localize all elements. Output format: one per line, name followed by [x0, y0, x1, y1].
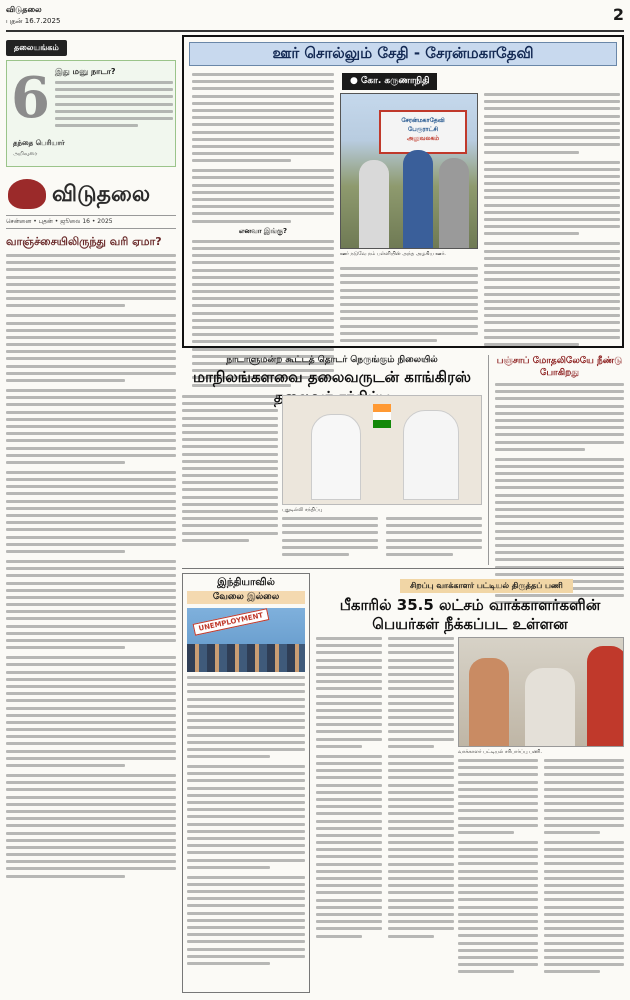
unemployment-sign: UNEMPLOYMENT	[193, 608, 270, 635]
photo-person	[403, 410, 459, 500]
photo-person	[525, 668, 575, 747]
congress-column-2	[282, 517, 378, 560]
congress-photo	[282, 395, 482, 505]
photo-person	[359, 160, 389, 248]
town-sign	[379, 110, 467, 154]
congress-column-1	[182, 395, 278, 546]
feature-column-1	[192, 73, 334, 391]
right-column	[182, 35, 624, 995]
india-flag-icon	[373, 404, 391, 428]
masthead-date: புதன் 16.7.2025	[6, 17, 61, 25]
feature-byline: ● கோ. கருணாநிதி	[342, 73, 437, 90]
quote-text-lines	[55, 81, 173, 131]
section-divider	[182, 568, 624, 569]
punjab-article	[488, 355, 624, 565]
congress-kicker: நாடாளுமன்ற கூட்டத் தொடர் நெருங்கும் நிலையில்	[226, 355, 438, 365]
quote-signature: தந்தை பெரியார்	[13, 139, 65, 147]
brand-meta: சென்னை • புதன் • ஜூலை 16 • 2025	[6, 215, 176, 229]
congress-column-3	[386, 517, 482, 560]
brand-block	[6, 175, 176, 213]
feature-subhead: எனவா இங்கு?	[238, 226, 288, 235]
page-number: 2	[612, 5, 624, 24]
punjab-body	[495, 383, 624, 604]
editorial-title: வாஞ்ச்சையிலிருந்து வரி ஏமா?	[6, 235, 162, 248]
brand-name: விடுதலை	[52, 181, 151, 207]
quote-question: இது மனு நாடா?	[55, 67, 116, 76]
bihar-photo	[458, 637, 624, 747]
masthead-paper-name: விடுதலை	[6, 5, 42, 14]
bihar-column-2	[388, 637, 454, 942]
bihar-kicker: சிறப்பு வாக்காளர் பட்டியல் திருத்தப் பணி	[400, 579, 573, 593]
punjab-headline: பஞ்சாப் மோதலிலேயே நீண்டு போகிறது	[496, 356, 623, 378]
unemployment-headline-1: இந்தியாவில்	[217, 577, 275, 588]
bihar-column-1	[316, 637, 382, 942]
sign-line-2: பேரூராட்சி	[407, 126, 439, 133]
photo-person	[469, 658, 509, 747]
feature-column-2	[340, 267, 478, 346]
sign-line-1: சேரன்மகாதேவி	[401, 117, 445, 124]
congress-headline: மாநிலங்களவை தலைவருடன் காங்கிரஸ்	[193, 368, 471, 386]
feature-column-3	[484, 93, 620, 350]
feature-headline: ஊர் சொல்லும் சேதி - சேரன்மகாதேவி	[272, 44, 534, 62]
feature-article	[182, 35, 624, 348]
big-numeral: 6	[11, 65, 50, 131]
crowd-graphic	[187, 644, 305, 672]
congress-photo-caption: புதுடில்லி சந்திப்பு	[282, 507, 323, 513]
bihar-column-3	[458, 759, 538, 977]
feature-banner	[189, 42, 617, 66]
left-column	[6, 35, 176, 995]
byline-name: கோ. கருணாநிதி	[361, 76, 430, 86]
bihar-article	[316, 573, 624, 993]
portrait-logo-icon	[8, 179, 46, 209]
unemployment-photo	[187, 608, 305, 672]
quote-signature-sub: அறிவுரை	[13, 151, 38, 157]
editorial-body	[6, 254, 176, 878]
photo-person	[439, 158, 469, 248]
editorial-kicker: தலையங்கம்	[6, 40, 67, 56]
photo-person	[311, 414, 361, 500]
bihar-headline: பீகாரில் 35.5 லட்சம் வாக்காளர்களின் பெயர்கள் நீக்கப்பட உள்ளன	[339, 596, 601, 633]
sign-line-3: அலுவலகம்	[406, 135, 440, 142]
feature-photo	[340, 93, 478, 249]
masthead	[6, 5, 624, 31]
bihar-photo-caption: வாக்காளர் பட்டியல் சரிபார்ப்பு பணி.	[458, 749, 542, 755]
masthead-rule	[6, 30, 624, 32]
feature-photo-caption: ஊர் நடுவே நம் பள்ளியின் அந்த அழகிய ஊர்.	[340, 251, 446, 257]
quote-box	[6, 60, 176, 167]
bihar-column-4	[544, 759, 624, 977]
unemployment-headline-2: வேலை இல்லை	[187, 591, 305, 604]
photo-person	[587, 646, 624, 747]
photo-person	[403, 150, 433, 248]
unemployment-body	[183, 672, 309, 973]
unemployment-article	[182, 573, 310, 993]
